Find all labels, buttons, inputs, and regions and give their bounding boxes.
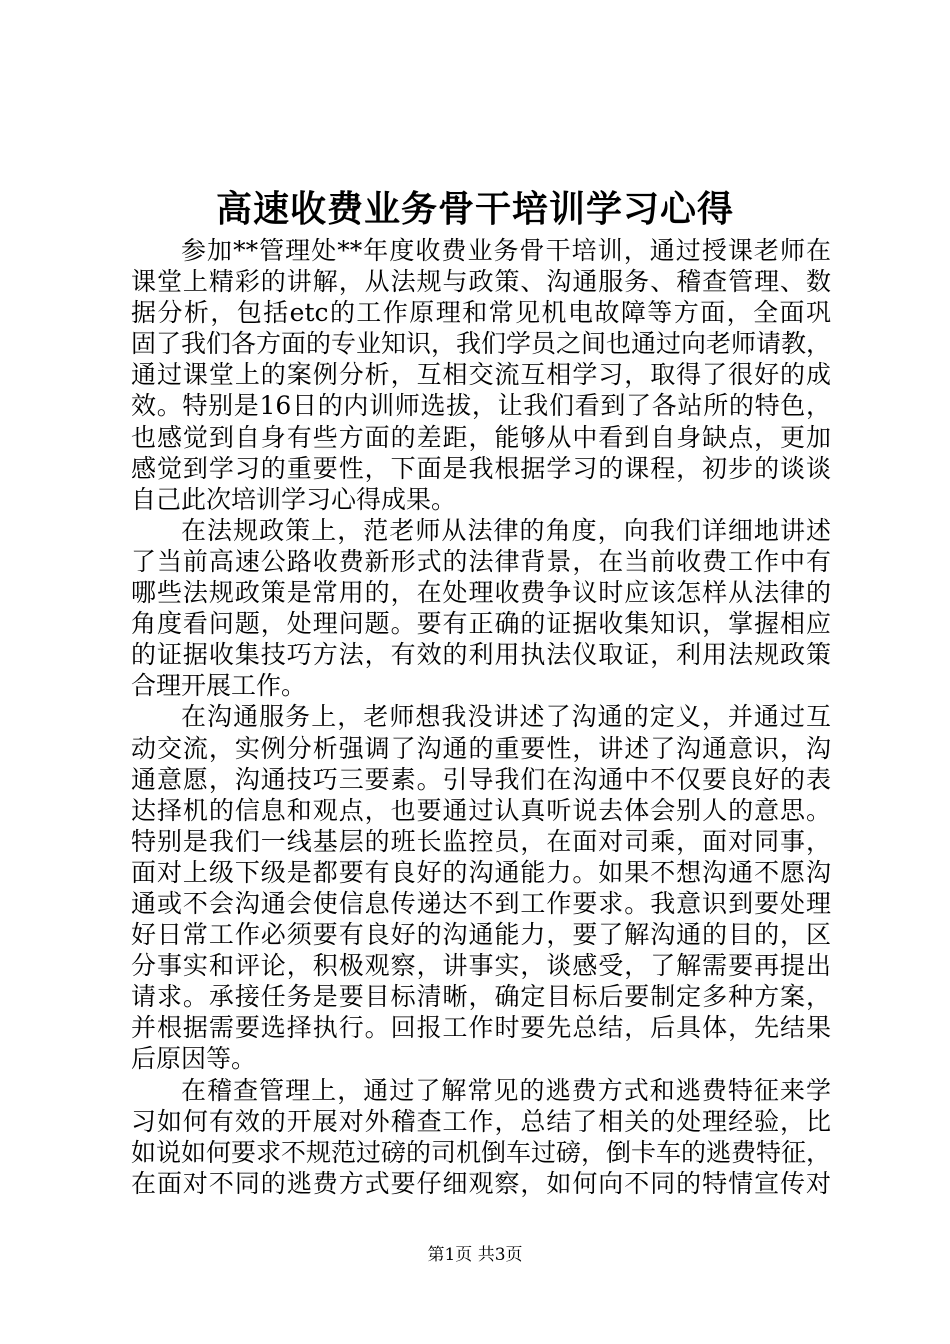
paragraph-line: 习如何有效的开展对外稽查工作，总结了相关的处理经验，比 xyxy=(131,1106,831,1136)
paragraph-line: 在沟通服务上，老师想我没讲述了沟通的定义，并通过互 xyxy=(181,702,831,732)
page-footer: 第1页 共3页 xyxy=(427,1245,523,1265)
paragraph-line: 如说如何要求不规范过磅的司机倒车过磅，倒卡车的逃费特征， xyxy=(131,1137,832,1167)
paragraph-line: 在面对不同的逃费方式要仔细观察，如何向不同的特情宣传对 xyxy=(131,1168,831,1198)
document-title: 高速收费业务骨干培训学习心得 xyxy=(215,188,734,230)
paragraph-line: 达择机的信息和观点，也要通过认真听说去体会别人的意思。 xyxy=(131,795,831,825)
paragraph-line: 后原因等。 xyxy=(131,1044,257,1074)
paragraph-line: 动交流，实例分析强调了沟通的重要性，讲述了沟通意识，沟 xyxy=(131,733,831,763)
paragraph xyxy=(131,1075,831,1199)
paragraph-line: 好日常工作必须要有良好的沟通能力，要了解沟通的目的，区 xyxy=(131,920,831,950)
paragraph xyxy=(131,701,831,1074)
paragraph xyxy=(131,515,831,702)
paragraph-line: 了当前高速公路收费新形式的法律背景，在当前收费工作中有 xyxy=(131,546,831,576)
paragraph-line: 合理开展工作。 xyxy=(131,671,307,701)
paragraph-line: 并根据需要选择执行。回报工作时要先总结，后具体，先结果 xyxy=(131,1013,831,1043)
paragraph-line: 请求。承接任务是要目标清晰，确定目标后要制定多种方案， xyxy=(131,982,831,1012)
paragraph-line: 通过课堂上的案例分析，互相交流互相学习，取得了很好的成 xyxy=(131,360,831,390)
paragraph-line: 据分析，包括etc的工作原理和常见机电故障等方面，全面巩 xyxy=(131,298,831,328)
paragraph-line: 效。特别是16日的内训师选拔，让我们看到了各站所的特色， xyxy=(131,391,831,421)
paragraph-line: 通或不会沟通会使信息传递达不到工作要求。我意识到要处理 xyxy=(131,888,831,918)
paragraph-line: 固了我们各方面的专业知识，我们学员之间也通过向老师请教， xyxy=(131,329,832,359)
paragraph-line: 课堂上精彩的讲解，从法规与政策、沟通服务、稽查管理、数 xyxy=(131,267,831,297)
paragraph-line: 的证据收集技巧方法，有效的利用执法仪取证，利用法规政策 xyxy=(131,640,831,670)
paragraph-line: 在法规政策上，范老师从法律的角度，向我们详细地讲述 xyxy=(181,515,831,545)
paragraph-line: 感觉到学习的重要性，下面是我根据学习的课程，初步的谈谈 xyxy=(131,453,831,483)
paragraph-line: 分事实和评论，积极观察，讲事实，谈感受，了解需要再提出 xyxy=(131,951,831,981)
paragraph-line: 也感觉到自身有些方面的差距，能够从中看到自身缺点，更加 xyxy=(131,422,831,452)
paragraph-line: 哪些法规政策是常用的，在处理收费争议时应该怎样从法律的 xyxy=(131,578,831,608)
document-body xyxy=(131,235,831,1199)
paragraph-line: 参加**管理处**年度收费业务骨干培训，通过授课老师在 xyxy=(181,236,831,265)
paragraph xyxy=(131,235,831,515)
paragraph-line: 自己此次培训学习心得成果。 xyxy=(131,484,457,514)
paragraph-line: 在稽查管理上，通过了解常见的逃费方式和逃费特征来学 xyxy=(181,1075,831,1105)
paragraph-line: 面对上级下级是都要有良好的沟通能力。如果不想沟通不愿沟 xyxy=(131,857,831,887)
paragraph-line: 角度看问题，处理问题。要有正确的证据收集知识，掌握相应 xyxy=(131,609,831,639)
paragraph-line: 特别是我们一线基层的班长监控员，在面对司乘，面对同事， xyxy=(131,826,831,856)
paragraph-line: 通意愿，沟通技巧三要素。引导我们在沟通中不仅要良好的表 xyxy=(131,764,831,794)
